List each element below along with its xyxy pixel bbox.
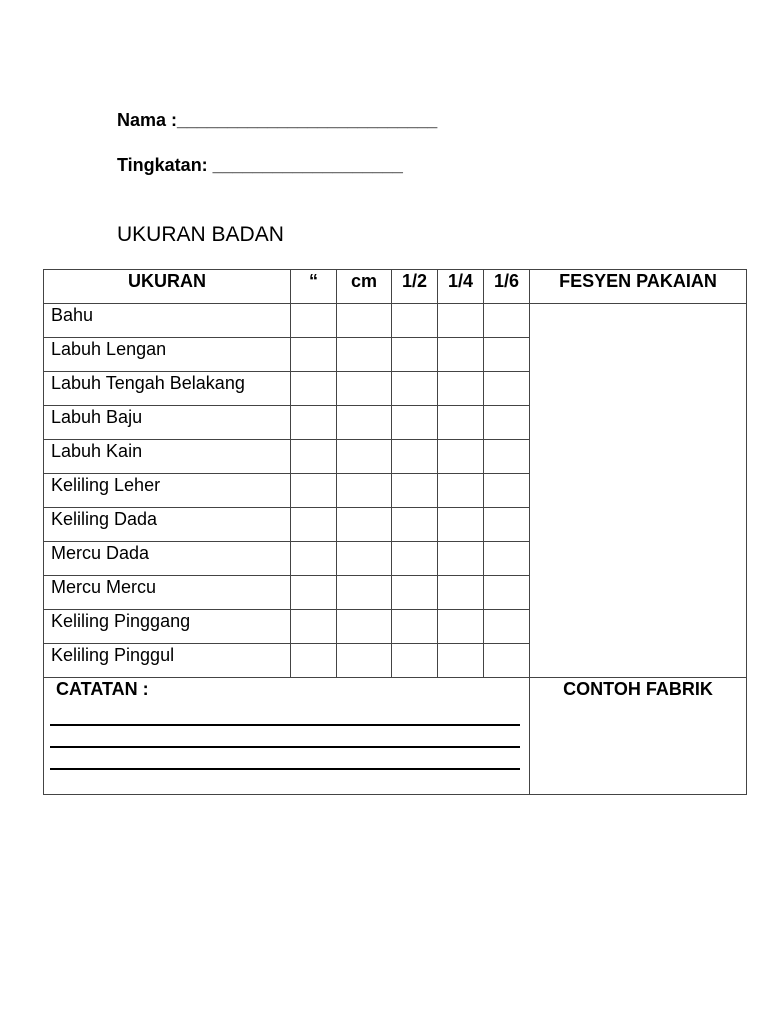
notes-row <box>44 678 747 795</box>
column-header-sixth: 1/6 <box>484 270 530 304</box>
measurement-label: Labuh Kain <box>44 440 291 474</box>
cm-cell[interactable] <box>337 440 392 474</box>
measurement-label: Keliling Pinggang <box>44 610 291 644</box>
cm-cell[interactable] <box>337 542 392 576</box>
sixth-cell[interactable] <box>484 508 530 542</box>
measurement-label: Keliling Pinggul <box>44 644 291 678</box>
measurement-label: Labuh Lengan <box>44 338 291 372</box>
cm-cell[interactable] <box>337 610 392 644</box>
measurement-label: Keliling Leher <box>44 474 291 508</box>
sixth-cell[interactable] <box>484 440 530 474</box>
contoh-fabrik-label: CONTOH FABRIK <box>563 679 713 699</box>
measurement-label: Labuh Tengah Belakang <box>44 372 291 406</box>
cm-cell[interactable] <box>337 372 392 406</box>
half-cell[interactable] <box>392 508 438 542</box>
sixth-cell[interactable] <box>484 406 530 440</box>
quarter-cell[interactable] <box>438 338 484 372</box>
cm-cell[interactable] <box>337 644 392 678</box>
sixth-cell[interactable] <box>484 474 530 508</box>
measurement-table <box>43 269 747 795</box>
quarter-cell[interactable] <box>438 610 484 644</box>
inch-cell[interactable] <box>291 644 337 678</box>
measurement-label: Mercu Dada <box>44 542 291 576</box>
half-cell[interactable] <box>392 576 438 610</box>
inch-cell[interactable] <box>291 610 337 644</box>
catatan-writing-line[interactable] <box>50 702 520 726</box>
quarter-cell[interactable] <box>438 542 484 576</box>
inch-cell[interactable] <box>291 372 337 406</box>
quarter-cell[interactable] <box>438 440 484 474</box>
catatan-writing-line[interactable] <box>50 748 520 770</box>
quarter-cell[interactable] <box>438 372 484 406</box>
measurement-label: Keliling Dada <box>44 508 291 542</box>
catatan-label: CATATAN : <box>56 679 149 699</box>
inch-cell[interactable] <box>291 576 337 610</box>
cm-cell[interactable] <box>337 338 392 372</box>
quarter-cell[interactable] <box>438 508 484 542</box>
quarter-cell[interactable] <box>438 304 484 338</box>
column-header-half: 1/2 <box>392 270 438 304</box>
half-cell[interactable] <box>392 474 438 508</box>
quarter-cell[interactable] <box>438 406 484 440</box>
table-row <box>44 304 747 338</box>
column-header-cm: cm <box>337 270 392 304</box>
contoh-fabrik-area[interactable] <box>530 678 747 795</box>
inch-cell[interactable] <box>291 406 337 440</box>
cm-cell[interactable] <box>337 576 392 610</box>
catatan-writing-line[interactable] <box>50 726 520 748</box>
column-header-inch: “ <box>291 270 337 304</box>
catatan-area[interactable] <box>44 678 530 795</box>
sixth-cell[interactable] <box>484 304 530 338</box>
measurement-label: Mercu Mercu <box>44 576 291 610</box>
sixth-cell[interactable] <box>484 644 530 678</box>
cm-cell[interactable] <box>337 474 392 508</box>
column-header-fesyen-pakaian: FESYEN PAKAIAN <box>530 270 747 304</box>
nama-field[interactable]: Nama :__________________________ <box>117 110 438 130</box>
inch-cell[interactable] <box>291 508 337 542</box>
quarter-cell[interactable] <box>438 576 484 610</box>
fesyen-pakaian-area[interactable] <box>530 304 747 678</box>
inch-cell[interactable] <box>291 304 337 338</box>
tingkatan-field[interactable]: Tingkatan: ___________________ <box>117 155 403 175</box>
measurement-label: Labuh Baju <box>44 406 291 440</box>
sixth-cell[interactable] <box>484 610 530 644</box>
sixth-cell[interactable] <box>484 542 530 576</box>
half-cell[interactable] <box>392 440 438 474</box>
half-cell[interactable] <box>392 406 438 440</box>
sixth-cell[interactable] <box>484 338 530 372</box>
column-header-ukuran: UKURAN <box>44 270 291 304</box>
half-cell[interactable] <box>392 372 438 406</box>
cm-cell[interactable] <box>337 508 392 542</box>
half-cell[interactable] <box>392 644 438 678</box>
inch-cell[interactable] <box>291 474 337 508</box>
inch-cell[interactable] <box>291 542 337 576</box>
measurement-label: Bahu <box>44 304 291 338</box>
inch-cell[interactable] <box>291 440 337 474</box>
sixth-cell[interactable] <box>484 576 530 610</box>
table-header-row <box>44 270 747 304</box>
half-cell[interactable] <box>392 338 438 372</box>
half-cell[interactable] <box>392 542 438 576</box>
section-title: UKURAN BADAN <box>117 223 284 246</box>
column-header-quarter: 1/4 <box>438 270 484 304</box>
inch-cell[interactable] <box>291 338 337 372</box>
quarter-cell[interactable] <box>438 474 484 508</box>
half-cell[interactable] <box>392 304 438 338</box>
half-cell[interactable] <box>392 610 438 644</box>
sixth-cell[interactable] <box>484 372 530 406</box>
cm-cell[interactable] <box>337 406 392 440</box>
cm-cell[interactable] <box>337 304 392 338</box>
quarter-cell[interactable] <box>438 644 484 678</box>
